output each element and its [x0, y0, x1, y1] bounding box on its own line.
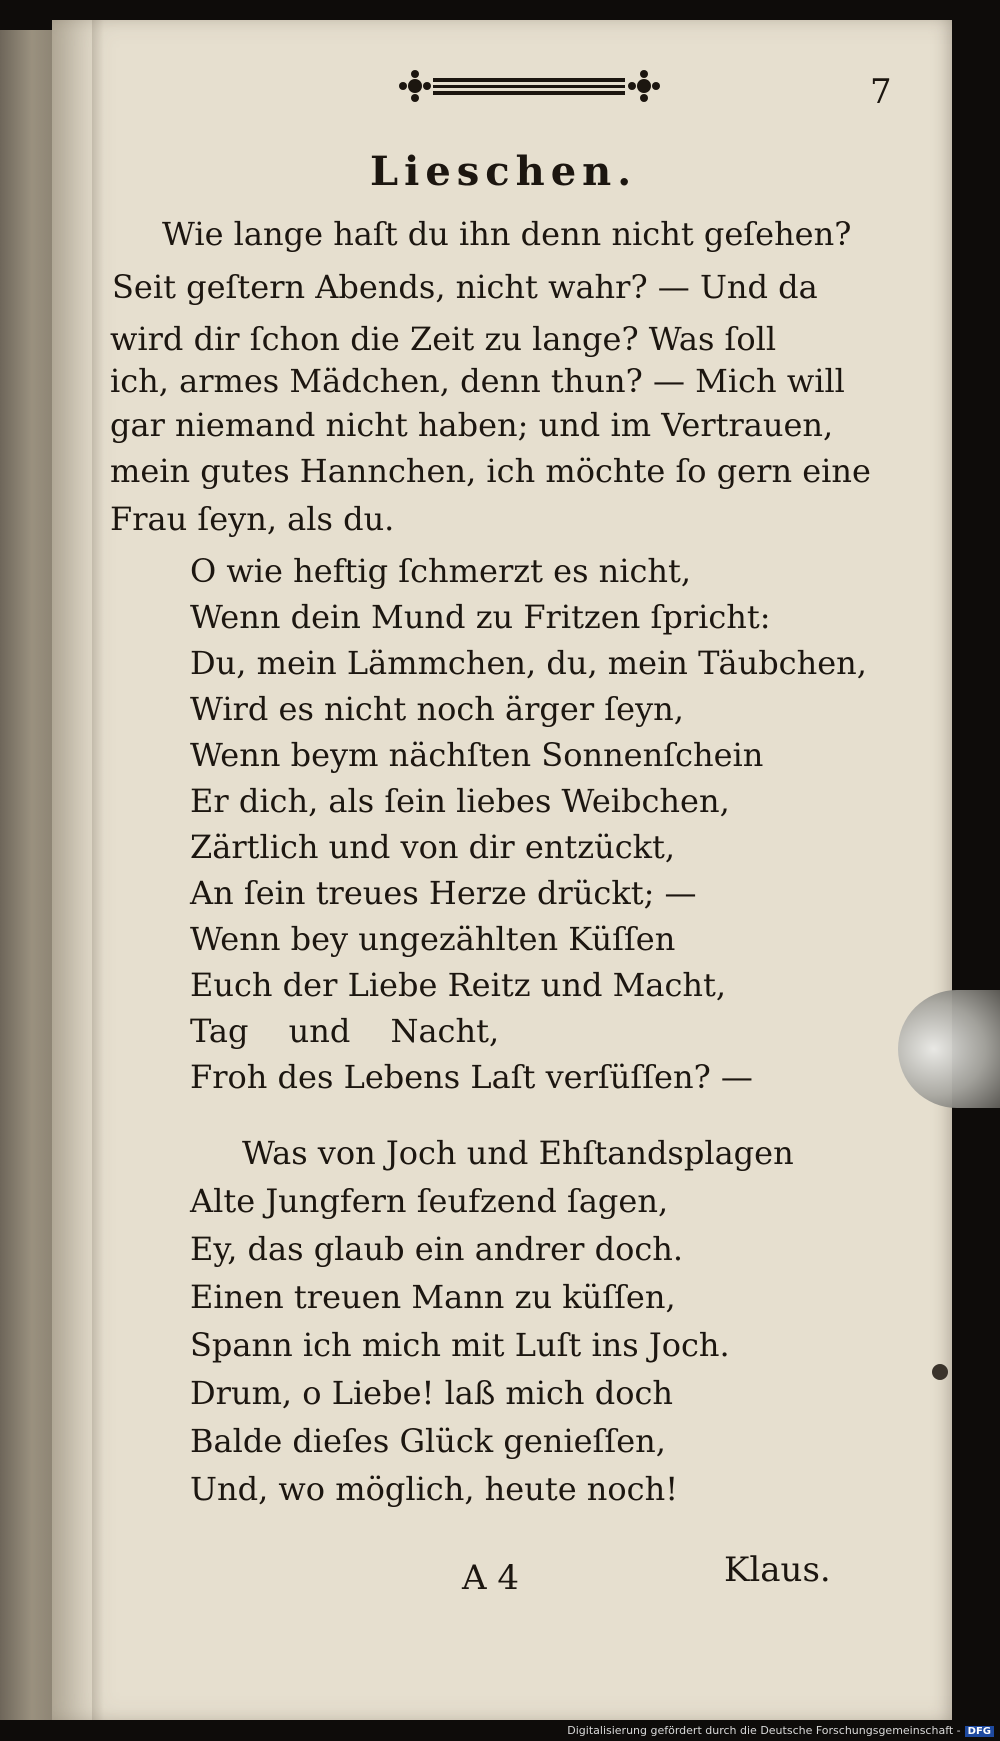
facing-page-edge	[0, 30, 58, 1720]
verse-line: Balde dieſes Glück genieſſen,	[190, 1422, 666, 1460]
digitization-credit	[567, 1724, 994, 1737]
verse-line: Er dich, als ſein liebes Weibchen,	[190, 782, 730, 820]
verse-line: Wenn dein Mund zu Fritzen ſpricht:	[190, 598, 771, 636]
catchword: Klaus.	[724, 1550, 831, 1590]
signature-mark: A 4	[462, 1558, 519, 1598]
verse-line: Ey, das glaub ein andrer doch.	[190, 1230, 684, 1268]
verse-line: Euch der Liebe Reitz und Macht,	[190, 966, 727, 1004]
book-page	[52, 20, 952, 1720]
verse-line: Alte Jungfern ſeufzend ſagen,	[190, 1182, 669, 1220]
verse-line: Tag und Nacht,	[190, 1012, 500, 1050]
verse-line: Froh des Lebens Laſt verſüſſen? —	[190, 1058, 753, 1096]
verse-line: Du, mein Lämmchen, du, mein Täubchen,	[190, 644, 867, 682]
prose-line: mein gutes Hannchen, ich möchte ſo gern eine	[110, 452, 871, 490]
header-ornament	[397, 68, 662, 104]
verse-line: Wenn bey ungezählten Küſſen	[190, 920, 676, 958]
prose-line: wird dir ſchon die Zeit zu lange? Was ſoll	[110, 320, 777, 358]
verse-line: Drum, o Liebe! laß mich doch	[190, 1374, 673, 1412]
binding-mark	[932, 1364, 948, 1380]
prose-line: Frau ſeyn, als du.	[110, 500, 395, 538]
verse-line: Wird es nicht noch ärger ſeyn,	[190, 690, 684, 728]
credit-text: Digitalisierung gefördert durch die Deutsche Forschungsgemeinschaft -	[567, 1724, 961, 1737]
verse-line: Einen treuen Mann zu küſſen,	[190, 1278, 676, 1316]
page-number: 7	[870, 72, 892, 112]
verse-line: An ſein treues Herze drückt; —	[190, 874, 697, 912]
speaker-heading: Lieschen.	[370, 148, 638, 195]
verse-line: O wie heftig ſchmerzt es nicht,	[190, 552, 692, 590]
prose-line: ich, armes Mädchen, denn thun? — Mich will	[110, 362, 845, 400]
prose-line: gar niemand nicht haben; und im Vertrauen,	[110, 406, 834, 444]
verse-line: Wenn beym nächſten Sonnenſchein	[190, 736, 764, 774]
verse-line: Spann ich mich mit Luſt ins Joch.	[190, 1326, 730, 1364]
verse-line: Was von Joch und Ehſtandsplagen	[242, 1134, 794, 1172]
prose-line: Seit geſtern Abends, nicht wahr? — Und da	[112, 268, 818, 306]
verse-line: Und, wo möglich, heute noch!	[190, 1470, 679, 1508]
prose-line: Wie lange haſt du ihn denn nicht geſehen?	[162, 215, 852, 253]
verse-line: Zärtlich und von dir entzückt,	[190, 828, 676, 866]
dfg-logo: DFG	[965, 1726, 994, 1737]
